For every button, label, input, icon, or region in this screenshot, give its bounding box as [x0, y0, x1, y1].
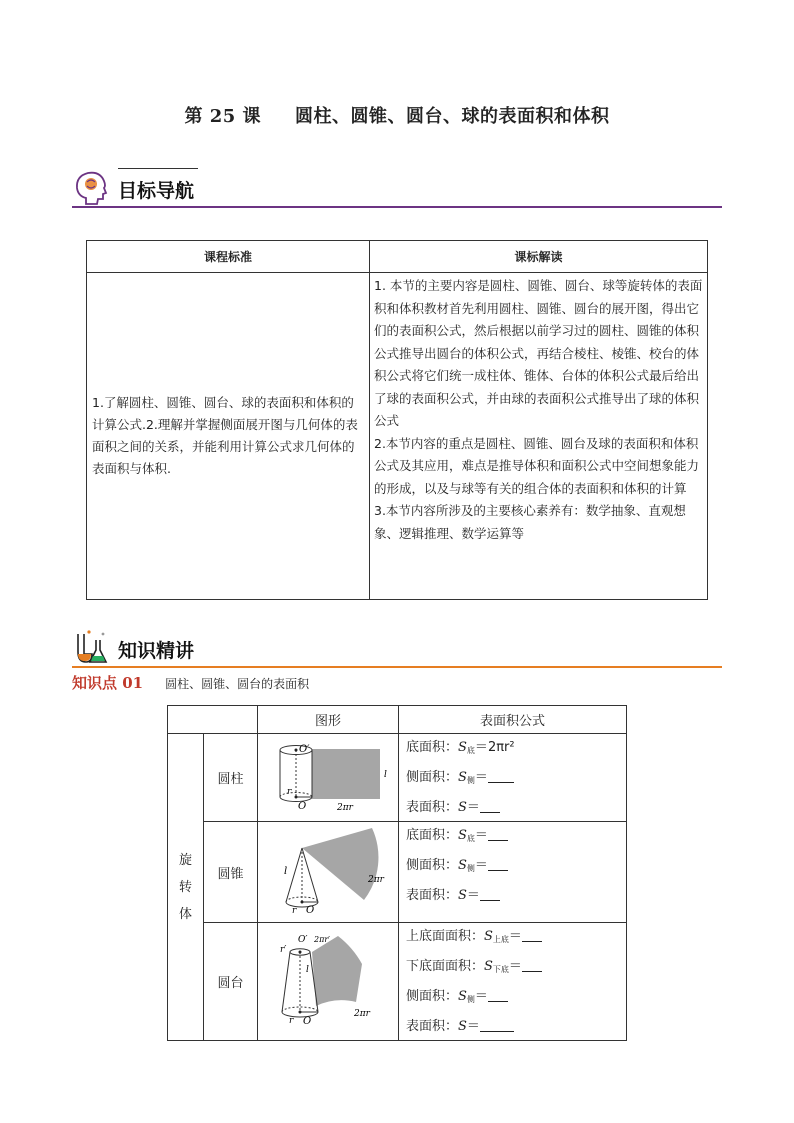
- knowledge-point-label: 知识点 01: [72, 674, 144, 692]
- interpretation-item: 3.本节内容所涉及的主要核心素养有：数学抽象、直观想象、逻辑推理、数学运算等: [374, 503, 686, 541]
- formula-table: [167, 705, 627, 1041]
- table-header-blank: [168, 706, 258, 734]
- group-label-rotation-body: 旋 转 体: [168, 734, 204, 1041]
- formula-cell-cone: [399, 822, 627, 923]
- section-underline: [72, 206, 722, 208]
- label-arc: 2πr: [368, 875, 384, 885]
- interpretation-item: 1. 本节的主要内容是圆柱、圆锥、圆台、球等旋转体的表面积和体积教材首先利用圆柱、圆锥、圆台的展开图，得出它们的表面积公式，然后根据以前学习过的圆柱、圆锥的体积公式推导出圆台的体积公式，再结合棱柱、棱锥、校台的体积公式将它们统一成柱体、锥体、台体的体积公式最后给出了球的表面积公式，并由球的表面积公式推导出了球的体积公式: [374, 278, 703, 428]
- formula-line: 表面积：S＝: [406, 882, 626, 909]
- cone-figure: [258, 822, 399, 923]
- label-arc: 2πr: [337, 802, 353, 813]
- label-l: l: [384, 769, 387, 780]
- standards-table: [86, 240, 708, 600]
- answer-blank: [488, 856, 508, 871]
- formula-line: 侧面积：$S_侧=$: [406, 764, 626, 794]
- label-o-top: O′: [298, 934, 308, 945]
- interpretation-cell: [370, 273, 708, 600]
- page-title: [0, 102, 794, 128]
- answer-blank: [522, 957, 542, 972]
- label-l: l: [306, 964, 309, 975]
- cylinder-net-diagram: [262, 739, 394, 813]
- formula-cell-cylinder: [399, 734, 627, 822]
- answer-blank: [480, 798, 500, 813]
- knowledge-point: [72, 672, 309, 693]
- knowledge-point-title: 圆柱、圆锥、圆台的表面积: [165, 677, 310, 691]
- section-underline: [72, 666, 722, 668]
- table-header-formula: 表面积公式: [399, 706, 627, 734]
- answer-blank: [480, 1017, 514, 1032]
- label-arc-top: 2πr′: [314, 934, 330, 944]
- label-o-bottom: O: [298, 800, 307, 812]
- section-header-goals: [72, 168, 722, 208]
- frustum-figure: [258, 923, 399, 1041]
- lesson-title: 圆柱、圆锥、圆台、球的表面积和体积: [295, 106, 610, 127]
- section-label: 知识精讲: [118, 640, 195, 662]
- label-arc: 2πr: [354, 1008, 370, 1019]
- formula-line: 表面积：S＝: [406, 1013, 626, 1040]
- table-header-standard: 课程标准: [87, 241, 370, 273]
- frustum-net-diagram: [262, 930, 394, 1030]
- answer-blank: [488, 987, 508, 1002]
- flask-icon: [72, 628, 110, 666]
- shape-name-frustum: 圆台: [204, 923, 258, 1041]
- cone-net-diagram: [262, 822, 394, 918]
- formula-line: 侧面积：$S_侧=$: [406, 983, 626, 1013]
- label-o-top: O′: [299, 743, 310, 755]
- formula-cell-frustum: [399, 923, 627, 1041]
- label-r: r: [292, 906, 297, 916]
- shape-name-cylinder: 圆柱: [204, 734, 258, 822]
- formula-line: 下底面面积：$S_{下底}=$: [406, 953, 626, 983]
- answer-blank: [480, 886, 500, 901]
- shape-name-cone: 圆锥: [204, 822, 258, 923]
- formula-line: 表面积：S＝: [406, 794, 626, 821]
- label-l: l: [284, 866, 288, 877]
- formula-line: 底面积：$S_底=$: [406, 822, 626, 852]
- label-o-bottom: O: [303, 1015, 312, 1027]
- label-o: O: [306, 905, 315, 916]
- table-header-figure: 图形: [258, 706, 399, 734]
- section-header-knowledge: [72, 628, 722, 668]
- label-r: r: [289, 1015, 294, 1026]
- interpretation-item: 2.本节内容的重点是圆柱、圆锥、圆台及球的表面积和体积公式及其应用，难点是推导体积和面积公式中空间想象能力的形成，以及与球等有关的组合体的表面积和体积的计算: [374, 435, 700, 496]
- section-label: 目标导航: [118, 180, 195, 202]
- standard-text: 1.了解圆柱、圆锥、圆台、球的表面积和体积的计算公式.2.理解并掌握侧面展开图与几何体的表面积之间的关系，并能利用计算公式求几何体的表面积与体积.: [87, 273, 370, 600]
- formula-line: 上底面面积：$S_{上底}=$: [406, 923, 626, 953]
- brain-icon: [72, 168, 110, 206]
- formula-line: 底面积：$S_底=2\pi r^2$: [406, 740, 515, 755]
- formula-line: 侧面积：$S_侧=$: [406, 852, 626, 882]
- section-topline: [118, 168, 198, 169]
- cylinder-figure: [258, 734, 399, 822]
- answer-blank: [522, 927, 542, 942]
- label-r: r: [287, 786, 292, 797]
- lesson-number: 第 25 课: [184, 106, 262, 127]
- table-header-interpretation: 课标解读: [370, 241, 708, 273]
- answer-blank: [488, 768, 514, 783]
- label-r-top: r′: [280, 944, 287, 955]
- answer-blank: [488, 826, 508, 841]
